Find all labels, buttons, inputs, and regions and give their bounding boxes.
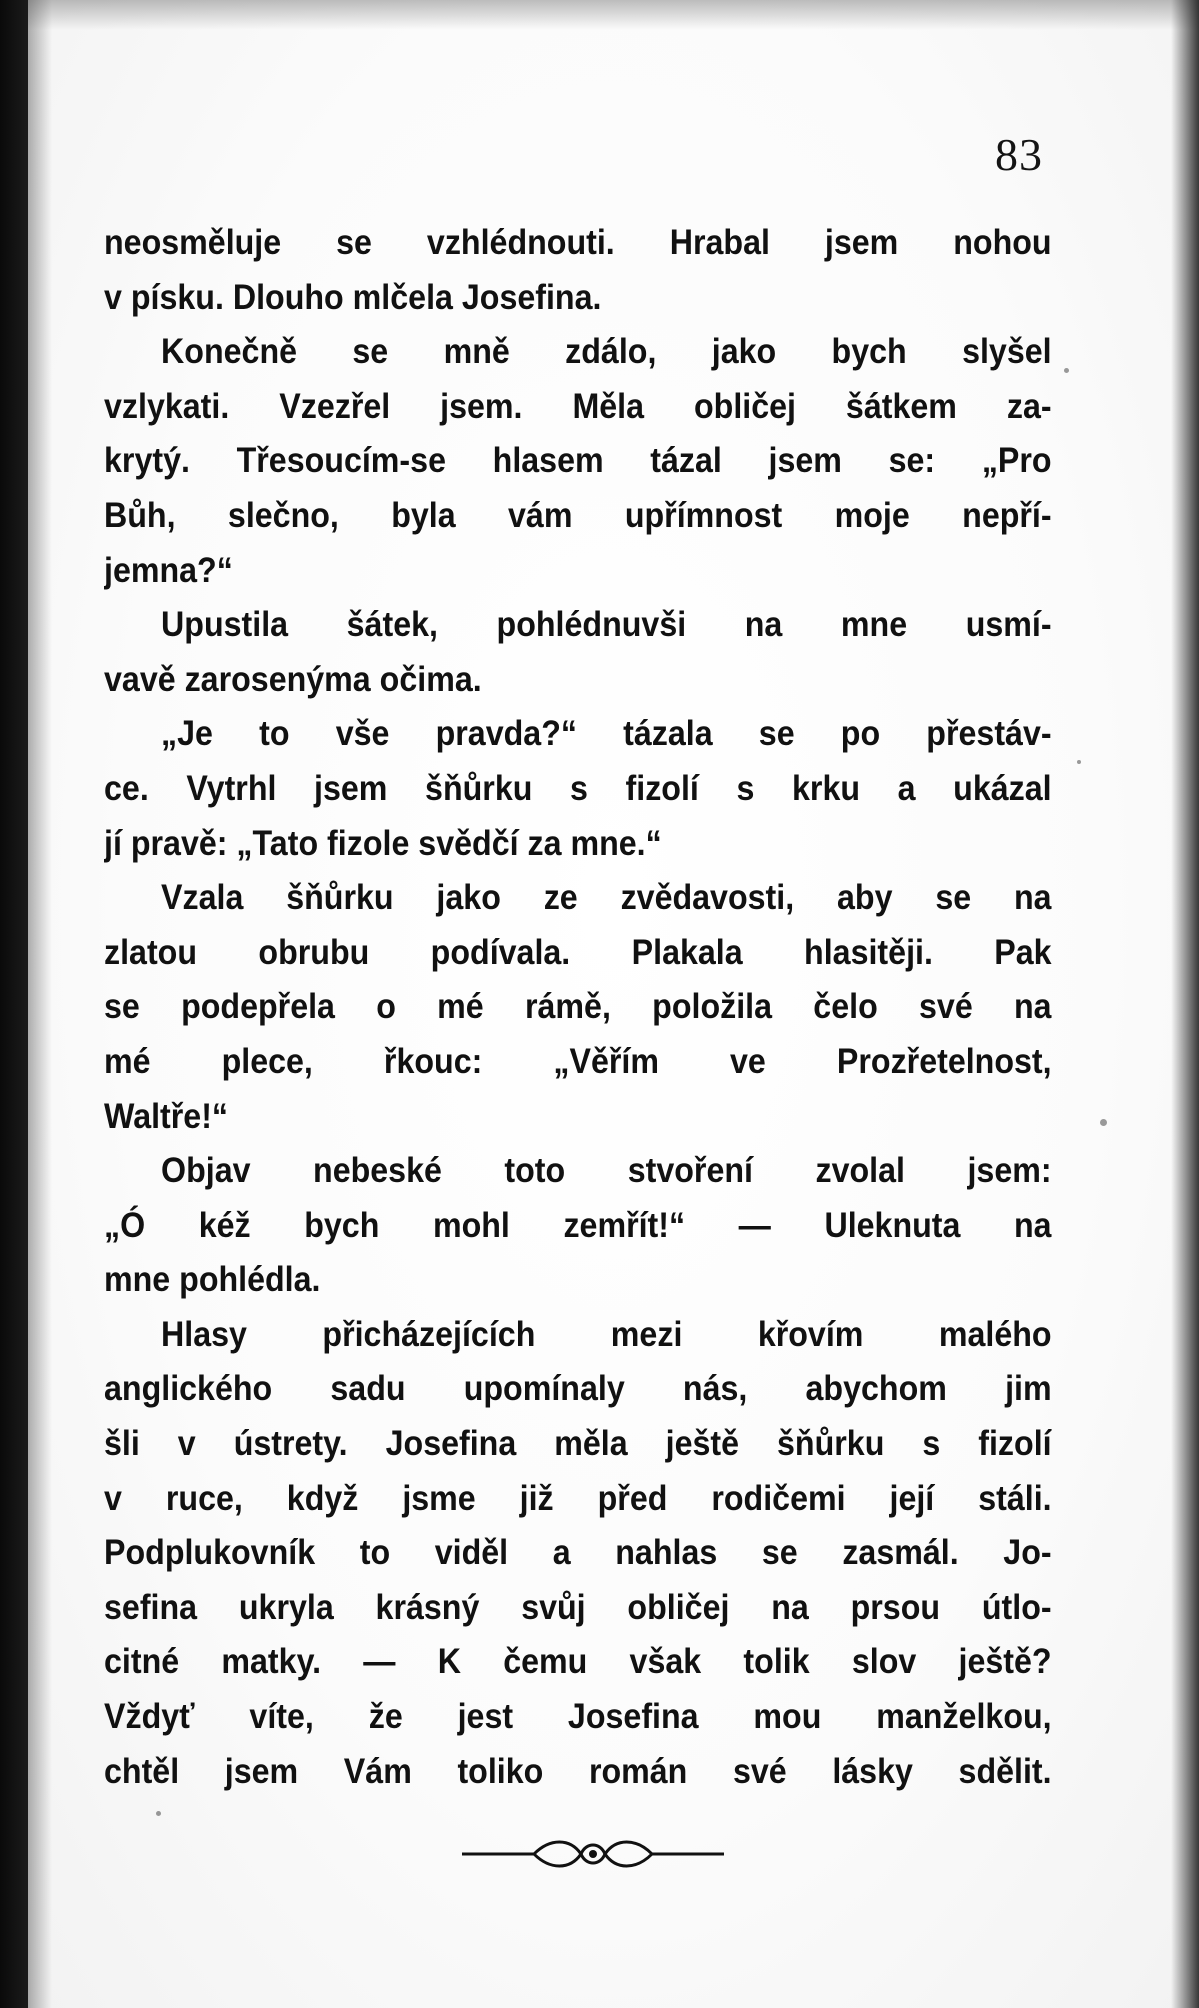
text-line: zlatou obrubu podívala. Plakala hlasitěji. Pak xyxy=(104,932,1052,972)
text-line: „Ó kéž bych mohl zemřít!“ — Uleknuta na xyxy=(104,1205,1052,1245)
text-line: šli v ústrety. Josefina měla ještě šňůrku s fizolí xyxy=(104,1424,1052,1464)
text-line: neosměluje se vzhlédnouti. Hrabal jsem nohou xyxy=(104,223,1052,262)
text-line: jemna?“ xyxy=(104,550,233,590)
text-line: chtěl jsem Vám toliko román své lásky sdělit. xyxy=(104,1751,1052,1791)
text-line: Hlasy přicházejících mezi křovím malého xyxy=(161,1314,1052,1354)
text-line: v písku. Dlouho mlčela Josefina. xyxy=(104,277,602,317)
right-shadow xyxy=(1171,0,1199,2008)
ornament-divider xyxy=(458,1834,728,1874)
text-line: sefina ukryla krásný svůj obličej na prsou útlo- xyxy=(104,1587,1052,1627)
text-line: Podplukovník to viděl a nahlas se zasmál. Jo- xyxy=(104,1533,1052,1573)
text-line: anglického sadu upomínaly nás, abychom jim xyxy=(104,1369,1052,1409)
text-line: ce. Vytrhl jsem šňůrku s fizolí s krku a ukázal xyxy=(104,768,1052,808)
left-shadow xyxy=(28,0,52,2008)
paper-speck xyxy=(1077,760,1081,764)
page-sheet xyxy=(28,0,1199,2008)
paper-speck xyxy=(1100,1119,1107,1126)
text-line: Vždyť víte, že jest Josefina mou manželkou, xyxy=(104,1697,1052,1737)
top-shadow xyxy=(28,0,1199,30)
paper-speck xyxy=(156,1811,161,1816)
body-text xyxy=(104,216,1052,1799)
text-line: Objav nebeské toto stvoření zvolal jsem: xyxy=(161,1151,1052,1191)
text-line: „Je to vše pravda?“ tázala se po přestáv- xyxy=(161,714,1052,754)
text-line: jí pravě: „Tato fizole svědčí za mne.“ xyxy=(104,823,662,863)
text-line: Waltře!“ xyxy=(104,1096,229,1136)
text-line: se podepřela o mé rámě, položila čelo své na xyxy=(104,987,1052,1027)
binding-edge xyxy=(0,0,28,2008)
text-line: vzlykati. Vzezřel jsem. Měla obličej šátkem za- xyxy=(104,386,1052,426)
page-number: 83 xyxy=(995,129,1043,180)
text-line: Bůh, slečno, byla vám upřímnost moje nepří- xyxy=(104,495,1052,535)
text-line: mne pohlédla. xyxy=(104,1260,321,1300)
text-line: vavě zarosenýma očima. xyxy=(104,659,482,699)
paper-speck xyxy=(1064,368,1069,373)
text-line: Konečně se mně zdálo, jako bych slyšel xyxy=(161,332,1052,372)
text-line: Upustila šátek, pohlédnuvši na mne usmí- xyxy=(161,605,1052,645)
text-line: krytý. Třesoucím-se hlasem tázal jsem se: „Pro xyxy=(104,441,1052,481)
text-line: mé plece, řkouc: „Věřím ve Prozřetelnost, xyxy=(104,1041,1052,1081)
text-line: Vzala šňůrku jako ze zvědavosti, aby se na xyxy=(161,878,1052,918)
text-line: v ruce, když jsme již před rodičemi její stáli. xyxy=(104,1478,1052,1518)
text-line: citné matky. — K čemu však tolik slov ještě? xyxy=(104,1642,1052,1682)
